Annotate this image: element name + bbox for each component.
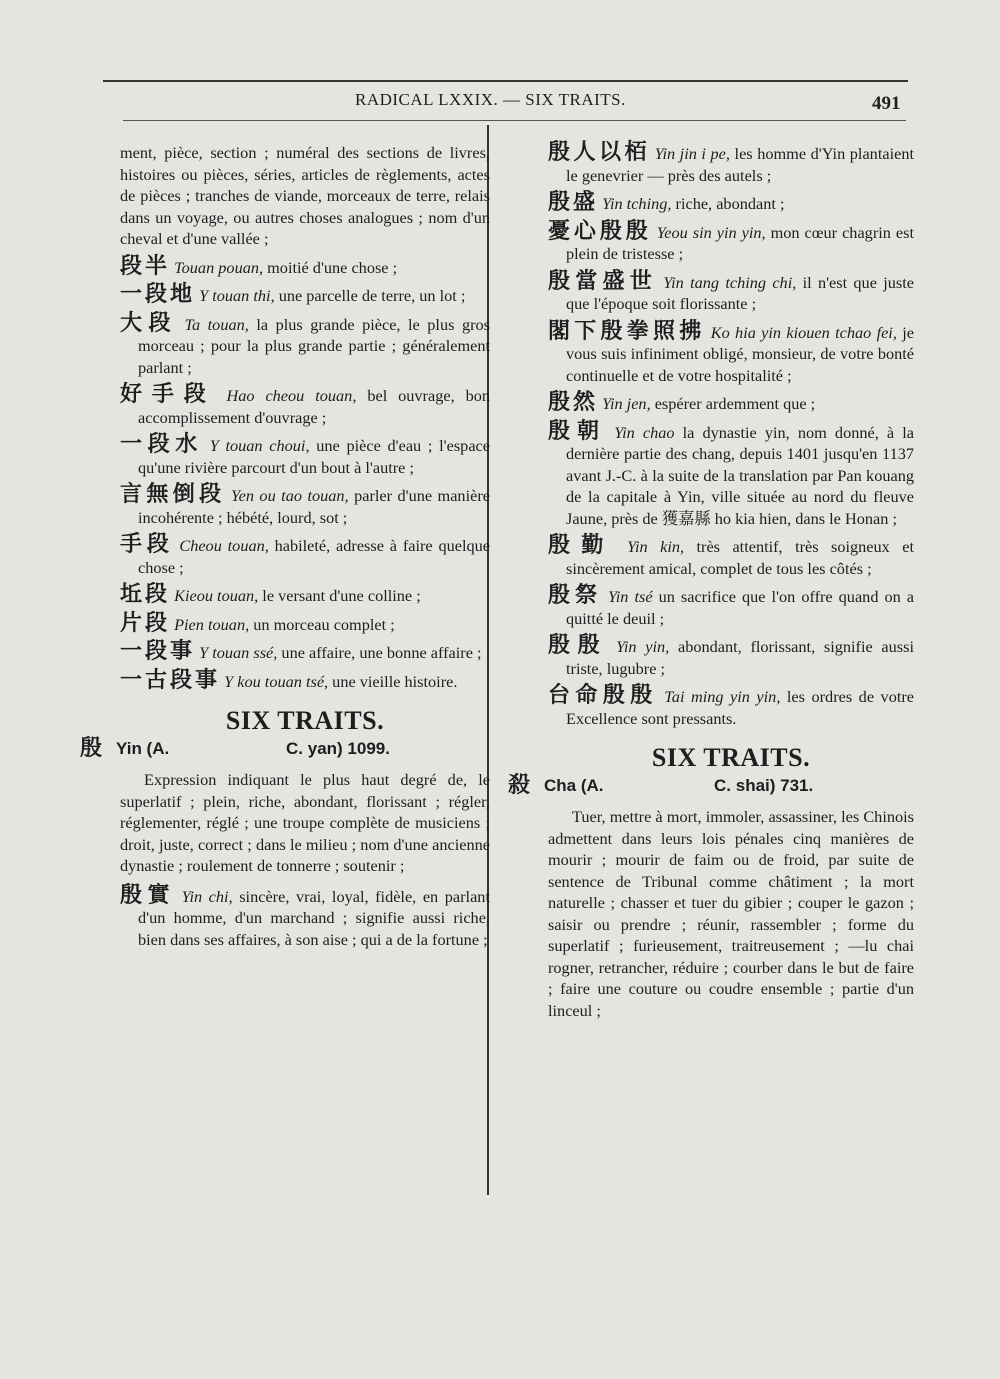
entry: 殷殷 Yin yin, abondant, florissant, signifie aussi triste, lugubre ; <box>548 633 914 678</box>
entry: 言無倒段 Yen ou tao touan, parler d'une manière incohérente ; hébété, lourd, sot ; <box>120 482 490 527</box>
entry: 一段地 Y touan thi, une parcelle de terre, un lot ; <box>120 282 466 307</box>
entry: 殷祭 Yin tsé un sacrifice que l'on offre quand on a quitté le deuil ; <box>548 583 915 628</box>
entry: 殷人以栢 Yin jin i pe, les homme d'Yin plantaient le genevrier — près des autels ; <box>548 140 914 185</box>
left-column <box>80 142 490 956</box>
headword-character: 殺 <box>508 772 531 798</box>
headword-reference: C. yan) 1099. <box>286 738 390 758</box>
entry: 憂心殷殷 Yeou sin yin yin, mon cœur chagrin est plein de tristesse ; <box>548 218 914 263</box>
entry: 殷實 Yin chi, sincère, vrai, loyal, fidèle, en parlant d'un homme, d'un marchand ; signifie aussi riche, bien dans ses affaires, à son aise ; qui a de la fortune ; <box>120 882 490 949</box>
entry: 大段 Ta touan, la plus grande pièce, le plus gros morceau ; pour la plus grande partie ; généralement parlant ; <box>120 310 490 377</box>
entry: 殷當盛世 Yin tang tching chi, il n'est que juste que l'époque soit florissante ; <box>548 268 914 313</box>
header-rule <box>123 120 906 121</box>
entry: 片段 Pien touan, un morceau complet ; <box>120 610 395 636</box>
headword-label: Cha (A. <box>544 775 604 795</box>
page-number: 491 <box>872 93 901 114</box>
entry: 一古段事 Y kou touan tsé, une vieille histoire. <box>120 667 458 693</box>
headword-label: Yin (A. <box>116 738 170 758</box>
entry: 手段 Cheou touan, habileté, adresse à faire quelque chose ; <box>120 532 490 577</box>
headword <box>508 772 914 798</box>
entry: 殷朝 Yin chao la dynastie yin, nom donné, à la dernière partie des chang, depuis 1401 jusqu'en 1137 avant J.-C. à la suite de la translation par Pan kouang de la capitale à Yin, ville située au nord du fleuve Jaune, près de 獲嘉縣 ho kia hien, dans le Honan ; <box>548 418 914 528</box>
headword <box>80 735 490 761</box>
section-title: SIX TRAITS. <box>651 743 811 772</box>
definition-paragraph: Expression indiquant le plus haut degré de, le superlatif ; plein, riche, abondant, florissant ; régler, réglementer, réglé ; une troupe complète de musiciens ; droit, juste, correct ; dans le milieu ; nom d'une ancienne dynastie ; roulement de tonnerre ; soutenir ; <box>120 770 490 875</box>
entry: 一段事 Y touan ssé, une affaire, une bonne affaire ; <box>120 639 482 664</box>
definition-paragraph: Tuer, mettre à mort, immoler, assassiner, les Chinois admettent dans leurs lois pénales cinq manières de mourir ; mourir de faim ou de froid, par suite de sentence de Tribunal comme châtiment ; la mort naturelle ; chasser et tuer du gibier ; couper le gazon ; saisir ou prendre ; réunir, rassembler ; forme du superlatif ; furieusement, traitreusement ; —lu chai rogner, retrancher, réduire ; courber dans le but de faire ; faire une couture ou coudre ensemble ; partie d'un linceul ; <box>548 807 914 1020</box>
entry: 閣下殷拳照拂 Ko hia yin kiouen tchao fei, je vous suis infiniment obligé, monsieur, de votre bonté continuelle et de votre hospitalité ; <box>548 318 914 385</box>
entry: 台命殷殷 Tai ming yin yin, les ordres de votre Excellence sont pressants. <box>548 683 915 728</box>
section-title: SIX TRAITS. <box>225 706 385 735</box>
entry: 好手段 Hao cheou touan, bel ouvrage, bon accomplissement d'ouvrage ; <box>120 382 490 427</box>
entry: 殷盛 Yin tching, riche, abondant ; <box>548 190 785 215</box>
headword-reference: C. shai) 731. <box>714 775 814 795</box>
top-rule <box>103 80 908 82</box>
entry: 一段水 Y touan choui, une pièce d'eau ; l'espace qu'une rivière parcourt d'un bout à l'autre ; <box>120 432 490 477</box>
intro-paragraph: ment, pièce, section ; numéral des sections de livres, histoires ou pièces, séries, articles de règlements, actes de pièces ; tranches de viande, morceaux de terre, relais dans un voyage, ou autres choses analogues ; nom d'un cheval et d'une vallée ; <box>120 143 490 248</box>
entry: 殷勤 Yin kin, très attentif, très soigneux et sincèrement amical, complet de tous les côtés ; <box>548 533 914 578</box>
entry: 坵段 Kieou touan, le versant d'une colline ; <box>120 582 421 607</box>
entry: 段半 Touan pouan, moitié d'une chose ; <box>120 253 398 279</box>
right-column <box>508 140 915 1029</box>
running-header: RADICAL LXXIX. — SIX TRAITS. <box>355 90 626 109</box>
entry: 殷然 Yin jen, espérer ardemment que ; <box>548 390 816 415</box>
headword-character: 殷 <box>80 735 103 761</box>
